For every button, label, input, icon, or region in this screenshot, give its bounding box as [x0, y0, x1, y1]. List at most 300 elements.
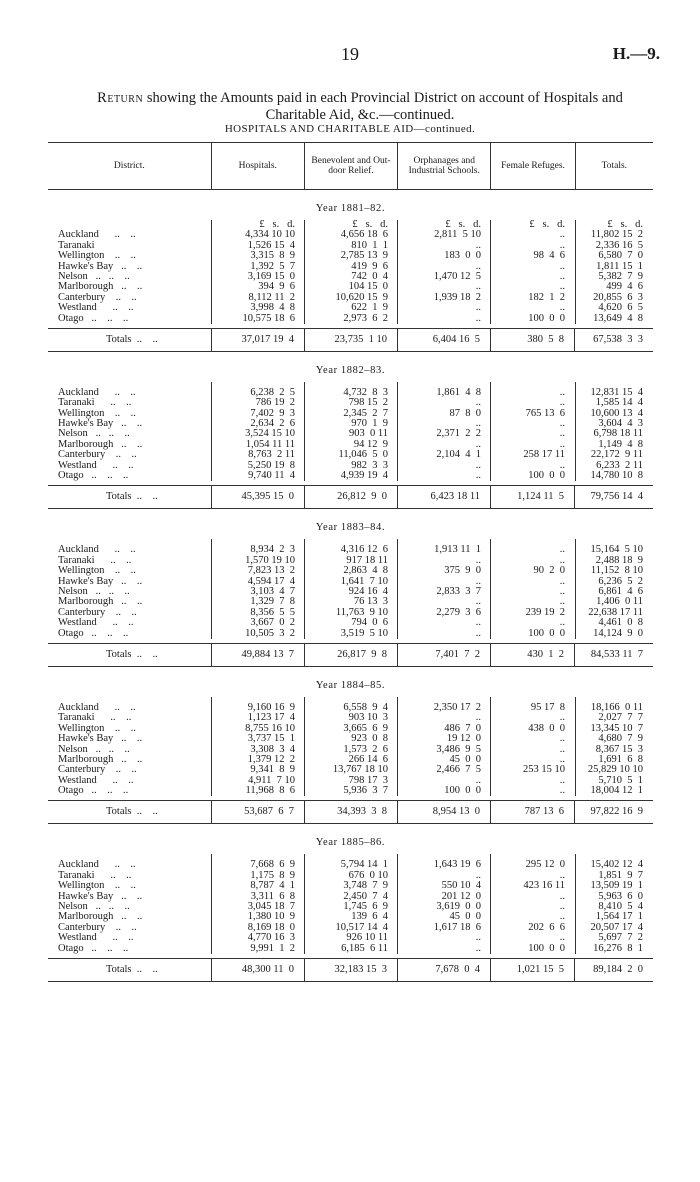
totals-amount: 97,822 16 9	[590, 806, 643, 818]
totals-amount: 53,687 6 7	[212, 801, 305, 823]
amount-cell: 3,604 4 3	[598, 418, 643, 430]
currency-units: £ s. d.	[445, 219, 481, 230]
district-name: Nelson .. .. ..	[58, 743, 130, 755]
amount-cell: ..	[475, 239, 481, 251]
amount-cell: 1,939 18 2	[433, 291, 481, 303]
amount-cell: ..	[559, 617, 565, 629]
amount-cell: 4,461 0 8	[598, 617, 643, 629]
amount-cell: ..	[559, 911, 565, 923]
amount-cell: 6,233 2 11	[596, 459, 643, 471]
amount-cell: 183 0 0	[444, 250, 481, 262]
amount-cell: 8,112 11 2	[248, 291, 295, 303]
amount-cell: ..	[475, 712, 481, 724]
district-name: Wellington .. ..	[58, 250, 136, 262]
totals-label: Totals .. ..	[48, 644, 212, 666]
amount-cell: 87 8 0	[449, 407, 481, 419]
totals-row	[48, 958, 653, 982]
amount-cell: 1,175 8 9	[250, 869, 295, 881]
column-header-female-refuges: Female Refuges.	[491, 143, 575, 189]
amount-cell: 4,939 19 4	[340, 470, 388, 482]
column-header-totals: Totals.	[601, 161, 628, 171]
totals-amount: 37,017 19 4	[212, 329, 305, 351]
amount-cell: 486 7 0	[444, 722, 481, 734]
amount-cell: 2,811 5 10	[434, 229, 481, 241]
district-name: Taranaki .. ..	[58, 397, 132, 409]
heading-line2: Charitable Aid, &c.—continued.	[265, 107, 455, 123]
amount-cell: 3,308 3 4	[250, 743, 295, 755]
currency-units: £ s. d.	[529, 219, 565, 230]
amount-cell: ..	[559, 397, 565, 409]
amount-cell: 22,638 17 11	[588, 606, 643, 618]
amount-cell: ..	[559, 270, 565, 282]
amount-cell: 95 17 8	[530, 701, 565, 713]
amount-cell: 2,279 3 6	[436, 606, 481, 618]
amount-cell: 903 0 11	[349, 428, 388, 440]
amount-cell: 8,763 2 11	[248, 449, 295, 461]
amount-cell: 1,745 6 9	[343, 901, 388, 913]
amount-cell: 3,045 18 7	[247, 901, 295, 913]
amount-cell: 924 16 4	[348, 585, 388, 597]
table-row	[48, 303, 653, 313]
amount-cell: ..	[475, 554, 481, 566]
amount-cell: 923 0 8	[351, 733, 388, 745]
amount-cell: 100 0 0	[528, 942, 565, 954]
totals-row	[48, 485, 653, 509]
amount-cell: 970 1 9	[351, 418, 388, 430]
amount-cell: 742 0 4	[351, 270, 388, 282]
amount-cell: 4,732 8 3	[343, 386, 388, 398]
district-name: Marlborough .. ..	[58, 281, 143, 293]
amount-cell: 2,350 17 2	[433, 701, 481, 713]
amount-cell: ..	[559, 260, 565, 272]
amount-cell: 11,763 9 10	[335, 606, 388, 618]
amount-cell: 4,656 18 6	[340, 229, 388, 241]
amount-cell: 3,737 15 1	[247, 733, 295, 745]
amount-cell: ..	[475, 575, 481, 587]
amount-cell: ..	[559, 932, 565, 944]
amount-cell: 2,785 13 9	[340, 250, 388, 262]
district-name: Wellington .. ..	[58, 565, 136, 577]
table-row	[48, 786, 653, 796]
amount-cell: 1,406 0 11	[596, 596, 643, 608]
amount-cell: 8,367 15 3	[595, 743, 643, 755]
amount-cell: 2,863 4 8	[343, 565, 388, 577]
amount-cell: 3,998 4 8	[250, 302, 295, 314]
table-row	[48, 471, 653, 481]
totals-label: Totals .. ..	[48, 801, 212, 823]
amount-cell: 6,798 18 11	[593, 428, 643, 440]
amount-cell: 6,185 6 11	[341, 942, 388, 954]
amount-cell: ..	[475, 942, 481, 954]
district-name: Nelson .. .. ..	[58, 901, 130, 913]
table-row	[48, 618, 653, 628]
district-name: Canterbury .. ..	[58, 921, 137, 933]
amount-cell: 6,236 5 2	[598, 575, 643, 587]
district-name: Hawke's Bay .. ..	[58, 733, 143, 745]
amount-cell: ..	[559, 743, 565, 755]
amount-cell: 20,855 6 3	[593, 291, 643, 303]
amount-cell: 2,345 2 7	[343, 407, 388, 419]
district-name: Marlborough .. ..	[58, 911, 143, 923]
amount-cell: 499 4 6	[606, 281, 643, 293]
amount-cell: 2,973 6 2	[343, 312, 388, 324]
totals-amount: 67,538 3 3	[593, 333, 643, 345]
table-header	[48, 143, 653, 190]
amount-cell: 13,509 19 1	[590, 880, 643, 892]
amount-cell: 12,831 15 4	[590, 386, 643, 398]
amount-cell: 5,250 19 8	[247, 459, 295, 471]
currency-units: £ s. d.	[259, 219, 295, 230]
amount-cell: 7,402 9 3	[250, 407, 295, 419]
amount-cell: 1,811 15 1	[596, 260, 643, 272]
amount-cell: ..	[559, 575, 565, 587]
amount-cell: 13,649 4 8	[593, 312, 643, 324]
district-name: Auckland .. ..	[58, 229, 136, 241]
table-row	[48, 944, 653, 954]
amount-cell: 423 16 11	[523, 880, 565, 892]
amount-cell: 4,911 7 10	[248, 774, 295, 786]
amount-cell: ..	[559, 229, 565, 241]
amount-cell: 6,238 2 5	[250, 386, 295, 398]
amount-cell: 139 6 4	[351, 911, 388, 923]
currency-units: £ s. d.	[352, 219, 388, 230]
heading-first-word: Return	[97, 90, 144, 106]
year-section	[48, 190, 653, 352]
amount-cell: 6,558 9 4	[343, 701, 388, 713]
amount-cell: ..	[559, 554, 565, 566]
amount-cell: 2,336 16 5	[595, 239, 643, 251]
amount-cell: 1,526 15 4	[247, 239, 295, 251]
year-section	[48, 667, 653, 825]
amount-cell: 9,740 11 4	[248, 470, 295, 482]
amount-cell: 394 9 6	[258, 281, 295, 293]
amount-cell: 794 0 6	[351, 617, 388, 629]
column-header-hospitals: Hospitals.	[212, 143, 305, 189]
district-name: Nelson .. .. ..	[58, 270, 130, 282]
amount-cell: 1,691 6 8	[598, 753, 643, 765]
column-header-orphanages: Orphanages and Industrial Schools.	[398, 143, 491, 189]
amount-cell: 100 0 0	[528, 312, 565, 324]
amount-cell: 1,641 7 10	[340, 575, 388, 587]
totals-row	[48, 643, 653, 667]
amount-cell: ..	[559, 438, 565, 450]
amount-cell: 9,991 1 2	[250, 942, 295, 954]
amount-cell: 8,787 4 1	[250, 880, 295, 892]
amount-cell: 2,104 4 1	[436, 449, 481, 461]
amount-cell: 1,470 12 5	[433, 270, 481, 282]
district-name: Wellington .. ..	[58, 407, 136, 419]
year-title: Year 1885–86.	[315, 837, 386, 849]
amount-cell: 239 19 2	[525, 606, 565, 618]
amount-cell: 765 13 6	[525, 407, 565, 419]
amount-cell: 7,668 6 9	[250, 859, 295, 871]
amount-cell: ..	[559, 239, 565, 251]
amount-cell: 5,697 7 2	[598, 932, 643, 944]
amount-cell: 4,770 16 3	[247, 932, 295, 944]
table-row	[48, 734, 653, 744]
amount-cell: 14,124 9 0	[593, 627, 643, 639]
totals-amount: 89,184 2 0	[593, 963, 643, 975]
amount-cell: 104 15 0	[348, 281, 388, 293]
amount-cell: 8,755 16 10	[245, 722, 295, 734]
amount-cell: 2,833 3 7	[436, 585, 481, 597]
amount-cell: 375 9 0	[444, 565, 481, 577]
amount-cell: 2,371 2 2	[436, 428, 481, 440]
amount-cell: ..	[475, 627, 481, 639]
year-section	[48, 352, 653, 510]
amount-cell: 1,054 11 11	[245, 438, 295, 450]
amount-cell: 419 9 6	[351, 260, 388, 272]
amount-cell: 4,316 12 6	[340, 544, 388, 556]
amount-cell: ..	[559, 785, 565, 797]
district-name: Westland .. ..	[58, 774, 134, 786]
year-section	[48, 824, 653, 982]
amount-cell: 266 14 6	[348, 753, 388, 765]
amount-cell: ..	[475, 932, 481, 944]
totals-amount: 32,183 15 3	[305, 959, 398, 981]
totals-amount: 84,533 11 7	[590, 648, 643, 660]
table-subheading: HOSPITALS AND CHARITABLE AID—continued.	[224, 123, 476, 135]
amount-cell: 6,861 4 6	[598, 585, 643, 597]
column-header-district: District.	[48, 143, 212, 189]
amount-cell: 295 12 0	[525, 859, 565, 871]
amount-cell: 1,913 11 1	[434, 544, 481, 556]
district-name: Nelson .. .. ..	[58, 585, 130, 597]
amount-cell: ..	[559, 544, 565, 556]
district-name: Nelson .. .. ..	[58, 428, 130, 440]
amount-cell: 917 18 11	[346, 554, 388, 566]
amount-cell: 11,968 8 6	[245, 785, 295, 797]
amount-cell: 2,634 2 6	[250, 418, 295, 430]
amount-cell: 202 6 6	[528, 921, 565, 933]
totals-amount: 26,817 9 8	[305, 644, 398, 666]
totals-amount: 45,395 15 0	[212, 486, 305, 508]
amount-cell: 253 15 10	[523, 764, 565, 776]
amount-cell: ..	[559, 281, 565, 293]
amount-cell: ..	[475, 397, 481, 409]
totals-amount: 26,812 9 0	[305, 486, 398, 508]
district-name: Auckland .. ..	[58, 544, 136, 556]
amount-cell: ..	[559, 901, 565, 913]
amount-cell: ..	[559, 869, 565, 881]
amount-cell: ..	[475, 470, 481, 482]
document-reference: H.—9.	[612, 44, 660, 63]
district-name: Otago .. .. ..	[58, 785, 129, 797]
year-title: Year 1881–82.	[315, 203, 386, 214]
totals-amount: 48,300 11 0	[212, 959, 305, 981]
district-name: Marlborough .. ..	[58, 753, 143, 765]
amount-cell: ..	[559, 774, 565, 786]
amount-cell: 1,123 17 4	[247, 712, 295, 724]
amount-cell: 45 0 0	[449, 911, 481, 923]
amount-cell: ..	[475, 617, 481, 629]
amount-cell: 550 10 4	[441, 880, 481, 892]
amount-cell: 3,315 8 9	[250, 250, 295, 262]
amount-cell: ..	[559, 733, 565, 745]
amount-cell: 98 4 6	[533, 250, 565, 262]
district-name: Canterbury .. ..	[58, 764, 137, 776]
totals-row	[48, 328, 653, 352]
currency-units: £ s. d.	[607, 219, 643, 230]
totals-label: Totals .. ..	[48, 486, 212, 508]
amount-cell: 90 2 0	[533, 565, 565, 577]
amount-cell: 8,169 18 0	[247, 921, 295, 933]
amount-cell: ..	[475, 596, 481, 608]
table-row	[48, 629, 653, 639]
amount-cell: 182 1 2	[528, 291, 565, 303]
amount-cell: 10,620 15 9	[335, 291, 388, 303]
amount-cell: 3,519 5 10	[340, 627, 388, 639]
amount-cell: 3,524 15 10	[245, 428, 295, 440]
amount-cell: 2,488 18 9	[595, 554, 643, 566]
district-name: Marlborough .. ..	[58, 596, 143, 608]
hospitals-aid-table	[48, 142, 653, 982]
amount-cell: 786 19 2	[255, 397, 295, 409]
amount-cell: 5,710 5 1	[598, 774, 643, 786]
amount-cell: 3,103 4 7	[250, 585, 295, 597]
amount-cell: 10,575 18 6	[242, 312, 295, 324]
amount-cell: ..	[475, 281, 481, 293]
amount-cell: 100 0 0	[528, 470, 565, 482]
district-name: Westland .. ..	[58, 302, 134, 314]
district-name: Wellington .. ..	[58, 722, 136, 734]
district-name: Canterbury .. ..	[58, 449, 137, 461]
amount-cell: 7,823 13 2	[247, 565, 295, 577]
amount-cell: 798 17 3	[348, 774, 388, 786]
totals-label: Totals .. ..	[48, 959, 212, 981]
amount-cell: ..	[559, 418, 565, 430]
amount-cell: 16,276 8 1	[593, 942, 643, 954]
amount-cell: 4,620 6 5	[598, 302, 643, 314]
district-name: Hawke's Bay .. ..	[58, 418, 143, 430]
totals-amount: 7,678 0 4	[398, 959, 491, 981]
district-name: Auckland .. ..	[58, 859, 136, 871]
amount-cell: 18,166 0 11	[590, 701, 643, 713]
amount-cell: 100 0 0	[528, 627, 565, 639]
amount-cell: ..	[475, 869, 481, 881]
amount-cell: 11,046 5 0	[338, 449, 388, 461]
totals-amount: 23,735 1 10	[305, 329, 398, 351]
amount-cell: 13,767 18 10	[332, 764, 388, 776]
amount-cell: 5,936 3 7	[343, 785, 388, 797]
amount-cell: ..	[559, 753, 565, 765]
district-name: Wellington .. ..	[58, 880, 136, 892]
district-name: Auckland .. ..	[58, 386, 136, 398]
amount-cell: 1,861 4 8	[436, 386, 481, 398]
district-name: Canterbury .. ..	[58, 606, 137, 618]
table-body	[48, 190, 653, 982]
amount-cell: 3,486 9 5	[436, 743, 481, 755]
amount-cell: 1,617 18 6	[433, 921, 481, 933]
amount-cell: 810 1 1	[351, 239, 388, 251]
amount-cell: 926 10 11	[346, 932, 388, 944]
amount-cell: ..	[559, 712, 565, 724]
amount-cell: 4,680 7 9	[598, 733, 643, 745]
district-name: Hawke's Bay .. ..	[58, 260, 143, 272]
amount-cell: 45 0 0	[449, 753, 481, 765]
amount-cell: 10,505 3 2	[245, 627, 295, 639]
district-name: Hawke's Bay .. ..	[58, 890, 143, 902]
amount-cell: 903 10 3	[348, 712, 388, 724]
amount-cell: 11,152 8 10	[590, 565, 643, 577]
district-name: Hawke's Bay .. ..	[58, 575, 143, 587]
amount-cell: 2,466 7 5	[436, 764, 481, 776]
amount-cell: 5,382 7 9	[598, 270, 643, 282]
amount-cell: ..	[475, 774, 481, 786]
amount-cell: 1,564 17 1	[595, 911, 643, 923]
year-title: Year 1884–85.	[315, 679, 386, 691]
amount-cell: 3,311 6 8	[250, 890, 295, 902]
amount-cell: ..	[559, 596, 565, 608]
totals-amount: 8,954 13 0	[398, 801, 491, 823]
district-name: Taranaki .. ..	[58, 554, 132, 566]
amount-cell: 3,665 6 9	[343, 722, 388, 734]
year-title: Year 1883–84.	[315, 522, 386, 534]
amount-cell: 76 13 3	[353, 596, 388, 608]
amount-cell: 4,334 10 10	[245, 229, 295, 241]
district-name: Otago .. .. ..	[58, 627, 129, 639]
amount-cell: 18,004 12 1	[590, 785, 643, 797]
amount-cell: 1,573 2 6	[343, 743, 388, 755]
district-name: Westland .. ..	[58, 459, 134, 471]
amount-cell: 2,450 7 4	[343, 890, 388, 902]
district-name: Taranaki .. ..	[58, 869, 132, 881]
district-name: Otago .. .. ..	[58, 312, 129, 324]
totals-amount: 430 1 2	[491, 644, 575, 666]
amount-cell: 1,149 4 8	[598, 438, 643, 450]
amount-cell: 8,356 5 5	[250, 606, 295, 618]
totals-amount: 787 13 6	[491, 801, 575, 823]
district-name: Otago .. .. ..	[58, 470, 129, 482]
amount-cell: 3,748 7 9	[343, 880, 388, 892]
totals-amount: 49,884 13 7	[212, 644, 305, 666]
amount-cell: 22,172 9 11	[590, 449, 643, 461]
amount-cell: 798 15 2	[348, 397, 388, 409]
amount-cell: 201 12 0	[441, 890, 481, 902]
amount-cell: 5,963 6 0	[598, 890, 643, 902]
amount-cell: 8,410 5 4	[598, 901, 643, 913]
amount-cell: 15,164 5 10	[590, 544, 643, 556]
amount-cell: 1,643 19 6	[433, 859, 481, 871]
amount-cell: 15,402 12 4	[590, 859, 643, 871]
totals-row	[48, 800, 653, 824]
amount-cell: ..	[559, 585, 565, 597]
amount-cell: ..	[475, 438, 481, 450]
amount-cell: 9,341 8 9	[250, 764, 295, 776]
amount-cell: ..	[559, 302, 565, 314]
amount-cell: ..	[559, 386, 565, 398]
amount-cell: 100 0 0	[444, 785, 481, 797]
district-name: Taranaki	[58, 239, 95, 251]
return-heading	[60, 90, 660, 124]
district-name: Westland .. ..	[58, 617, 134, 629]
amount-cell: ..	[475, 459, 481, 471]
amount-cell: 2,027 7 7	[598, 712, 643, 724]
table-row	[48, 314, 653, 324]
amount-cell: 94 12 9	[353, 438, 388, 450]
amount-cell: 1,329 7 8	[250, 596, 295, 608]
page-number: 19	[341, 44, 359, 64]
amount-cell: ..	[475, 312, 481, 324]
amount-cell: 9,160 16 9	[247, 701, 295, 713]
amount-cell: 1,380 10 9	[247, 911, 295, 923]
amount-cell: 8,934 2 3	[250, 544, 295, 556]
table-row	[48, 251, 653, 261]
amount-cell: 3,169 15 0	[247, 270, 295, 282]
year-section	[48, 509, 653, 667]
amount-cell: 438 0 0	[528, 722, 565, 734]
amount-cell: ..	[559, 428, 565, 440]
